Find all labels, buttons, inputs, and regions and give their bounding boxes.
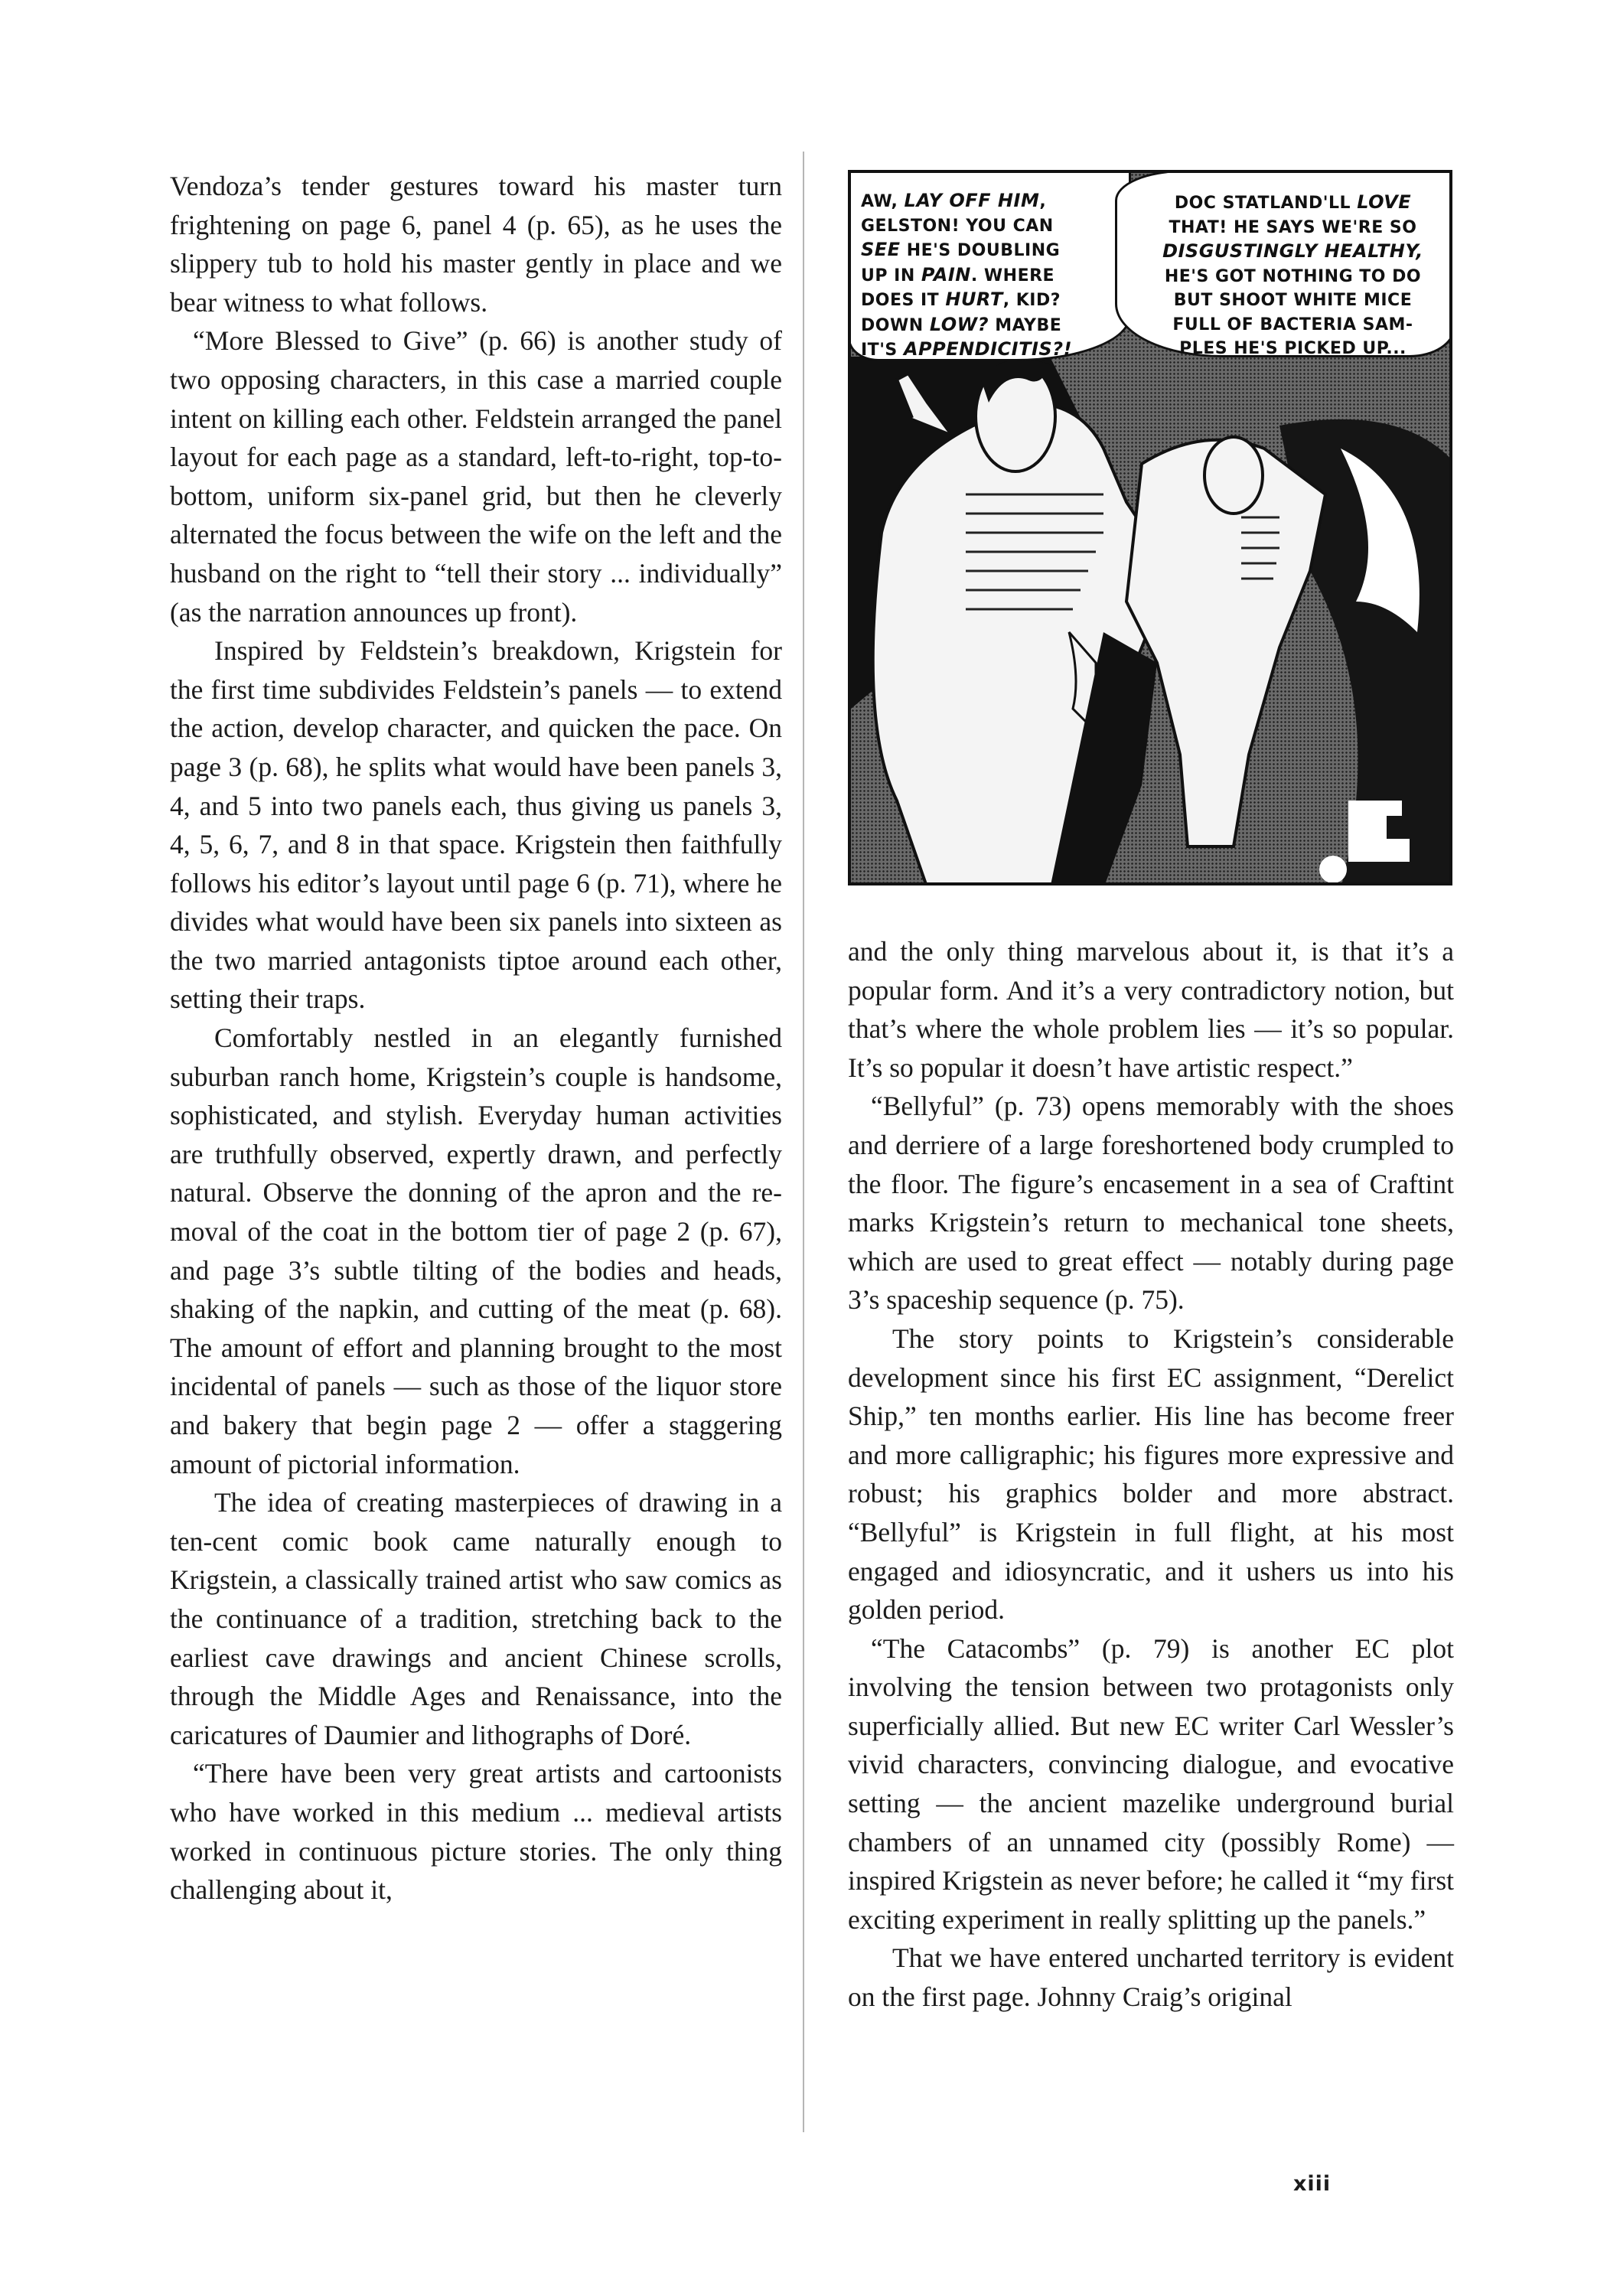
balloon-text: , (1039, 192, 1047, 211)
speech-balloon-right (1115, 170, 1452, 357)
body-paragraph: Vendoza’s tender gestures toward his master turn frightening on page 6, panel 4 (p. 65), as he uses the slippery tub to hold his master gently in place and we bear witness to what follows. (170, 171, 782, 318)
balloon-text-line (861, 263, 1123, 289)
balloon-text: THAT! HE SAYS WE'RE SO (1169, 217, 1417, 237)
balloon-text: HE'S DOUBLING (900, 241, 1061, 260)
body-paragraph: “There have been very great artists and cartoonists who have worked in this medium ... medieval artists worked in continuous picture stories. The only thing challenging about it, (170, 1758, 782, 1906)
body-paragraph: “Bellyful” (p. 73) opens memorably with the shoes and derriere of a large foreshortened body crumpled to the floor. The figure’s encasement in a sea of Craftint marks Krigstein’s return to mechanical tone sheets, which are used to great effect — notably during page 3’s spaceship sequence (p. 75). (848, 1091, 1454, 1316)
balloon-emphasis-text: LAY OFF HIM (904, 190, 1040, 211)
balloon-text-line (1140, 191, 1446, 216)
balloon-emphasis-text: PAIN (921, 263, 971, 285)
balloon-text-line (1140, 313, 1446, 338)
body-paragraph: Comfortably nestled in an elegantly furnished suburban ranch home, Krigstein’s couple is handsome, sophisticated, and stylish. Everyday human activities are truthfully observed, expertly drawn, and perfectly natural. Observe the donning of the apron and the removal of the coat in the bottom tier of page 2 (p. 67), and page 3’s subtle tilting of the bodies and heads, shaking of the napkin, and cutting of the meat (p. 68). The amount of effort and planning brought to the most incidental of panels — such as those of the liquor store and bakery that begin page 2 — offer a staggering amount of pictorial information. (170, 1022, 782, 1479)
comic-panel-illustration (848, 170, 1452, 885)
right-text-column (848, 932, 1454, 2017)
body-paragraph: The story points to Krigstein’s considerable development since his first EC assignment, “Derelict Ship,” ten months earlier. His line has become freer and more calligraphic; his figures more expressive and robust; his graphics bolder and more abstract. “Bellyful” is Krigstein in full flight, at his most engaged and idiosyncratic, and it ushers us into his golden period. (848, 1322, 1454, 1626)
balloon-text-line (1140, 240, 1446, 265)
body-paragraph: “More Blessed to Give” (p. 66) is another study of two opposing characters, in this case a married couple intent on killing each other. Feldstein arranged the panel layout for each page as a standard, left-to-right, top-to-bottom, uniform six-panel grid, but then he cleverly alternated the focus between the wife on the left and the husband on the right to “tell their story ... individually” (as the narration announces up front). (170, 325, 782, 628)
balloon-text: IT'S (861, 341, 904, 360)
body-paragraph: The idea of creating masterpieces of drawing in a ten-cent comic book came naturally enough to Krigstein, a classically trained artist who saw comics as the continuance of a tradition, stretching back to the earliest cave drawings and ancient Chinese scrolls, through the Middle Ages and Renaissance, into the caricatures of Daumier and lithographs of Doré. (170, 1487, 782, 1750)
balloon-text: FULL OF BACTERIA SAM- (1172, 315, 1413, 334)
balloon-text: BUT SHOOT WHITE MICE (1173, 291, 1413, 310)
balloon-text: DOES IT (861, 291, 946, 310)
balloon-text-line (861, 313, 1123, 338)
page-number: xiii (1293, 2172, 1332, 2196)
column-divider (803, 152, 804, 2132)
balloon-text: , KID? (1002, 291, 1061, 310)
balloon-emphasis-text: HURT (945, 289, 1003, 310)
body-paragraph: “The Catacombs” (p. 79) is another EC plot involving the tension between two protagonists only superficially allied. But new EC writer Carl Wessler’s vivid characters, convincing dialogue, and evocative setting — the ancient mazelike underground burial chambers of an unnamed city (possibly Rome) — inspired Krigstein as never before; he called it “my first exciting experiment in really splitting up the panels.” (848, 1632, 1454, 1935)
balloon-text: UP IN (861, 266, 921, 285)
balloon-text-line (1140, 337, 1446, 361)
balloon-text: PLES HE'S PICKED UP... (1179, 339, 1407, 358)
balloon-emphasis-text: DISGUSTINGLY HEALTHY, (1162, 240, 1423, 262)
balloon-text: GELSTON! YOU CAN (861, 216, 1054, 236)
speech-balloon-left (848, 170, 1131, 361)
balloon-text: DOWN (861, 315, 930, 335)
balloon-text: . WHERE (970, 266, 1055, 285)
body-paragraph: and the only thing marvelous about it, is that it’s a popular form. And it’s a very contradictory notion, but that’s where the whole problem lies — it’s so popular. It’s so popular it doesn’t have artistic respect.” (848, 936, 1454, 1083)
balloon-text-line (1140, 216, 1446, 240)
balloon-text-line (861, 238, 1123, 263)
body-paragraph: That we have entered uncharted territory is evident on the first page. Johnny Craig’s original (848, 1942, 1454, 2013)
balloon-text: AW, (861, 192, 905, 211)
balloon-emphasis-text: LOVE (1357, 191, 1412, 213)
balloon-emphasis-text: APPENDICITIS?! (903, 338, 1073, 360)
balloon-text-line (1140, 289, 1446, 313)
body-paragraph: Inspired by Feldstein’s breakdown, Krigstein for the first time subdivides Feldstein’s panels — to extend the action, develop character, and quicken the pace. On page 3 (p. 68), he splits what would have been panels 3, 4, and 5 into two panels each, thus giving us panels 3, 4, 5, 6, 7, and 8 in that space. Krigstein then faithfully follows his editor’s layout until page 6 (p. 71), where he divides what would have been six panels into sixteen as the two married antagonists tiptoe around each other, setting their traps. (170, 635, 782, 1015)
balloon-text: DOC STATLAND'LL (1174, 194, 1358, 213)
balloon-text: HE'S GOT NOTHING TO DO (1164, 266, 1422, 286)
balloon-text: MAYBE (989, 315, 1062, 335)
balloon-text-line (861, 189, 1123, 214)
balloon-emphasis-text: LOW? (929, 313, 989, 335)
balloon-emphasis-text: SEE (861, 239, 901, 260)
balloon-text-line (861, 338, 1123, 363)
balloon-text-line (861, 214, 1123, 239)
balloon-text-line (1140, 265, 1446, 289)
balloon-text-line (861, 288, 1123, 313)
left-text-column (170, 167, 782, 1910)
